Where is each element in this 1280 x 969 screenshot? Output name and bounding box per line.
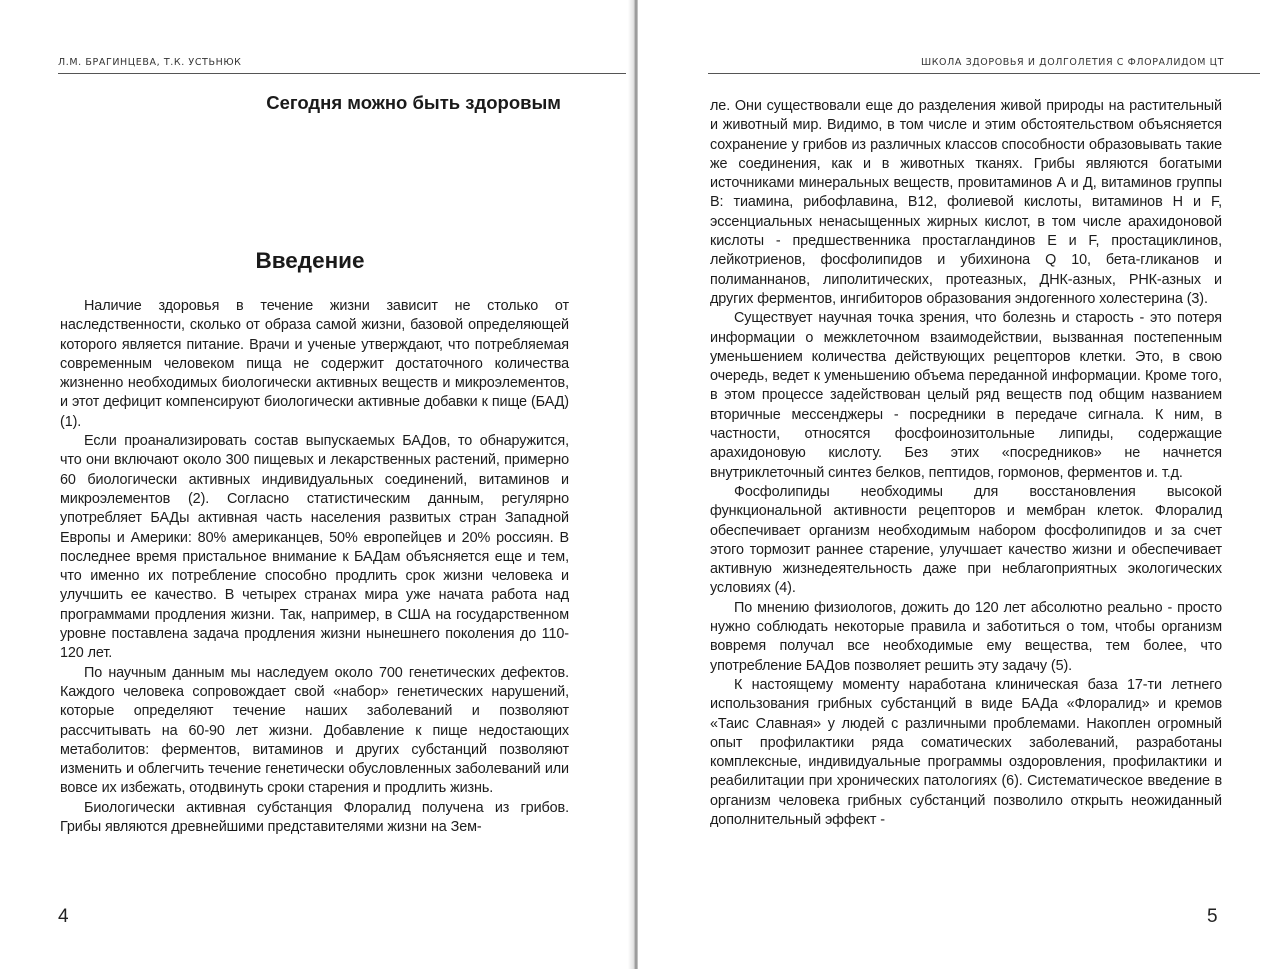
paragraph: Биологически активная субстанция Флоралид получена из грибов. Грибы являются древнейшими представителями жизни на Зем- [60, 799, 569, 836]
running-head-authors: Л.М. БРАГИНЦЕВА, Т.К. УСТЬНЮК [58, 57, 242, 68]
paragraph: Наличие здоровья в течение жизни зависит не столько от наследственности, сколько от образа самой жизни, базовой определяющей которого является питание. Врачи и ученые утверждают, что потребляемая современным человеком пища не содержит достаточного количества жизненно необходимых биологически активных веществ и микроэлементов, и этот дефицит компенсируют биологически активные добавки к пище (БАД) (1). [60, 298, 569, 430]
page-number: 4 [58, 906, 69, 927]
running-head-series: ШКОЛА ЗДОРОВЬЯ И ДОЛГОЛЕТИЯ С ФЛОРАЛИДОМ ЦТ [920, 57, 1224, 68]
body-text [60, 297, 569, 837]
header-rule [58, 73, 626, 74]
header-rule [708, 73, 1260, 74]
section-heading: Введение [255, 248, 365, 273]
paragraph: Фосфолипиды необходимы для восстановления высокой функциональной активности рецепторов и мембран клеток. Флоралид обеспечивает организм необходимым набором фосфолипидов и за счет этого тормозит раннее старение, улучшает качество жизни и обеспечивает активную жизнедеятельность даже при неблагоприятных экологических условиях (4). [710, 483, 1222, 597]
page-number: 5 [1207, 906, 1218, 927]
paragraph: Существует научная точка зрения, что болезнь и старость - это потеря информации о межклеточном взаимодействии, вызванная постепенным уменьшением количества действующих рецепторов клетки. Это, в свою очередь, ведет к уменьшению объема переданной информации. Кроме того, в этом процессе задействован целый ряд веществ под общим названием вторичные мессенджеры - посредники в передаче сигнала. К ним, в частности, относятся фосфоинозитольные липиды, содержащие арахидоновую кислоту. Без этих «посредников» не начнется внутриклеточный синтез белков, пептидов, гормонов, ферментов и. т.д. [710, 310, 1222, 481]
paragraph: ле. Они существовали еще до разделения живой природы на растительный и животный мир. Видимо, в том числе и этим обстоятельством объясняется сохранение у грибов из различных классов способности образовывать такие же соединения, как и в животных тканях. Грибы являются богатыми источниками минеральных веществ, провитаминов А и Д, витаминов группы В: тиамина, рибофлавина, В12, фолиевой кислоты, витаминов Н и F, эссенциальных ненасыщенных жирных кислот, в том числе арахидоновой кислоты - предшественника простагландинов Е и F, простациклинов, лейкотриенов, фосфолипидов и убихинона Q 10, бета-гликанов и полиманнанов, липолитических, протеазных, ДНК-азных, РНК-азных и других ферментов, ингибиторов образования эндогенного холестерина (3). [710, 98, 1222, 307]
paragraph: По мнению физиологов, дожить до 120 лет абсолютно реально - просто нужно соблюдать некоторые правила и заботиться о том, чтобы организм вовремя получал все необходимые ему вещества, тем более, что употребление БАДов позволяет решить эту задачу (5). [710, 599, 1222, 674]
paragraph: По научным данным мы наследуем около 700 генетических дефектов. Каждого человека сопровождает свой «набор» генетических нарушений, которые определяют течение наших заболеваний и позволяют рассчитывать на 60-90 лет жизни. Добавление к пище недостающих метаболитов: ферментов, витаминов и других субстанций позволяют изменить и облегчить течение генетически обусловленных заболеваний или вовсе их избежать, отодвинуть сроки старения и продлить жизнь. [60, 664, 569, 797]
paragraph: К настоящему моменту наработана клиническая база 17-ти летнего использования грибных субстанций в виде БАДа «Флоралид» и кремов «Таис Славная» у людей с различными проблемами. Накоплен огромный опыт профилактики ряда соматических заболеваний, разработаны комплексные, индивидуальные программы оздоровления, профилактики и реабилитации при хронических патологиях (6). Систематическое введение в организм человека грибных субстанций позволило открыть неожиданный дополнительный эффект - [710, 676, 1222, 828]
paragraph: Если проанализировать состав выпускаемых БАДов, то обнаружится, что они включают около 300 пищевых и лекарственных растений, примерно 60 биологически активных индивидуальных соединений, витаминов и микроэлементов (2). Согласно статистическим данным, регулярно употребляет БАДы активная часть населения развитых стран Западной Европы и Америки: 80% американцев, 50% европейцев и 20% россиян. В последнее время пристальное внимание к БАДам объясняется еще и тем, что именно их потребление способно продлить срок жизни человека и улучшить ее качество. В четырех странах мира уже начата работа над программами продления жизни. Так, например, в США на государственном уровне поставлена задача продления жизни нынешнего поколения до 110-120 лет. [60, 433, 569, 662]
left-page [0, 0, 634, 969]
body-text [710, 97, 1222, 830]
book-title: Сегодня можно быть здоровым [266, 92, 561, 113]
